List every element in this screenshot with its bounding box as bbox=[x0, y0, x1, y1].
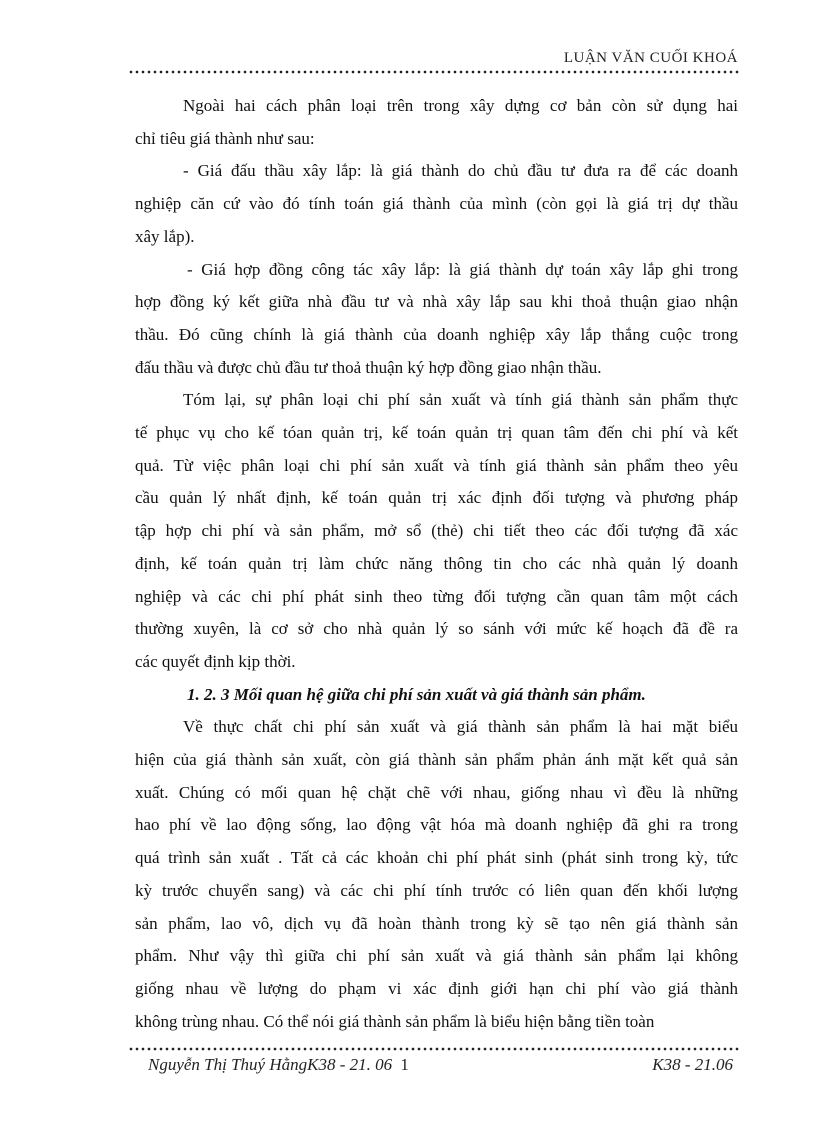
text-line: chỉ tiêu giá thành như sau: bbox=[135, 128, 315, 148]
footer-class-code: K38 - 21. 06 bbox=[307, 1055, 393, 1074]
text-line: Về thực chất chi phí sản xuất và giá thành sản phẩm là hai mặt biểu bbox=[183, 717, 738, 737]
text-line: Tóm lại, sự phân loại chi phí sản xuất và tính giá thành sản phẩm thực bbox=[183, 390, 738, 410]
footer-right-code: K38 - 21.06 bbox=[652, 1055, 733, 1074]
text-line: sản phẩm, lao vô, dịch vụ đã hoàn thành trong kỳ sẽ tạo nên giá thành sản bbox=[135, 913, 738, 933]
text-line: quả. Từ việc phân loại chi phí sản xuất và tính giá thành sản phẩm theo yêu bbox=[135, 455, 738, 475]
text-line: Ngoài hai cách phân loại trên trong xây dựng cơ bản còn sử dụng hai bbox=[183, 96, 738, 115]
text-line: đấu thầu và được chủ đầu tư thoả thuận ký hợp đồng giao nhận thầu. bbox=[135, 357, 602, 377]
header-title: LUẬN VĂN CUỐI KHOÁ bbox=[563, 50, 738, 66]
text-line: nghiệp căn cứ vào đó tính toán giá thành của mình (còn gọi là giá trị dự thầu bbox=[135, 194, 738, 214]
text-line: tập hợp chi phí và sản phẩm, mở sổ (thẻ) chi tiết theo các đối tượng đã xác bbox=[135, 521, 738, 541]
text-line: xây lắp). bbox=[135, 226, 195, 246]
paragraph bbox=[135, 711, 738, 1038]
text-line: - Giá đấu thầu xây lắp: là giá thành do chủ đầu tư đưa ra để các doanh bbox=[183, 161, 738, 181]
text-line: tế phục vụ cho kế tóan quản trị, kế toán quản trị quan tâm đến chi phí và kết bbox=[135, 423, 738, 443]
paragraph bbox=[135, 90, 738, 155]
text-line: định, kế toán quản trị làm chức năng thông tin cho các nhà quản lý doanh bbox=[135, 553, 738, 573]
footer-author: Nguyễn Thị Thuý Hằng bbox=[148, 1055, 308, 1074]
paragraph bbox=[135, 254, 738, 385]
text-line: nghiệp và các chi phí phát sinh theo từng đối tượng cần quan tâm một cách bbox=[135, 586, 738, 606]
section-heading: 1. 2. 3 Mối quan hệ giữa chi phí sản xuất và giá thành sản phẩm. bbox=[187, 684, 646, 704]
footer-divider bbox=[128, 1047, 740, 1051]
page-footer bbox=[148, 1055, 733, 1075]
document-body bbox=[135, 90, 738, 1038]
text-line: thường xuyên, là cơ sở cho nhà quản lý so sánh với mức kế hoạch đã đề ra bbox=[135, 619, 738, 639]
text-line: hao phí về lao động sống, lao động vật hóa mà doanh nghiệp đã ghi ra trong bbox=[135, 815, 738, 835]
paragraph bbox=[135, 384, 738, 678]
text-line: quá trình sản xuất . Tất cả các khoản chi phí phát sinh (phát sinh trong kỳ, tức bbox=[135, 848, 738, 868]
text-line: hợp đồng ký kết giữa nhà đầu tư và nhà xây lắp sau khi thoả thuận giao nhận bbox=[135, 292, 738, 312]
text-line: xuất. Chúng có mối quan hệ chặt chẽ với nhau, giống nhau vì đều là những bbox=[135, 782, 738, 802]
text-line: cầu quản lý nhất định, kế toán quản trị xác định đối tượng và phương pháp bbox=[135, 488, 738, 508]
header-divider bbox=[128, 70, 740, 74]
text-line: - Giá hợp đồng công tác xây lắp: là giá thành dự toán xây lắp ghi trong bbox=[187, 259, 738, 279]
text-line: phẩm. Như vậy thì giữa chi phí sản xuất và giá thành sản phẩm lại không bbox=[135, 946, 738, 966]
page-number: 1 bbox=[400, 1055, 409, 1074]
text-line: kỳ trước chuyển sang) và các chi phí tính trước có liên quan đến khối lượng bbox=[135, 880, 738, 900]
text-line: hiện của giá thành sản xuất, còn giá thành sản phẩm phản ánh mặt kết quả sản bbox=[135, 750, 738, 770]
text-line: các quyết định kịp thời. bbox=[135, 651, 296, 671]
paragraph bbox=[135, 155, 738, 253]
text-line: giống nhau về lượng do phạm vi xác định giới hạn chi phí vào giá thành bbox=[135, 978, 738, 998]
text-line: thầu. Đó cũng chính là giá thành của doanh nghiệp xây lắp thắng cuộc trong bbox=[135, 324, 738, 344]
text-line: không trùng nhau. Có thể nói giá thành sản phẩm là biểu hiện bằng tiền toàn bbox=[135, 1011, 655, 1031]
